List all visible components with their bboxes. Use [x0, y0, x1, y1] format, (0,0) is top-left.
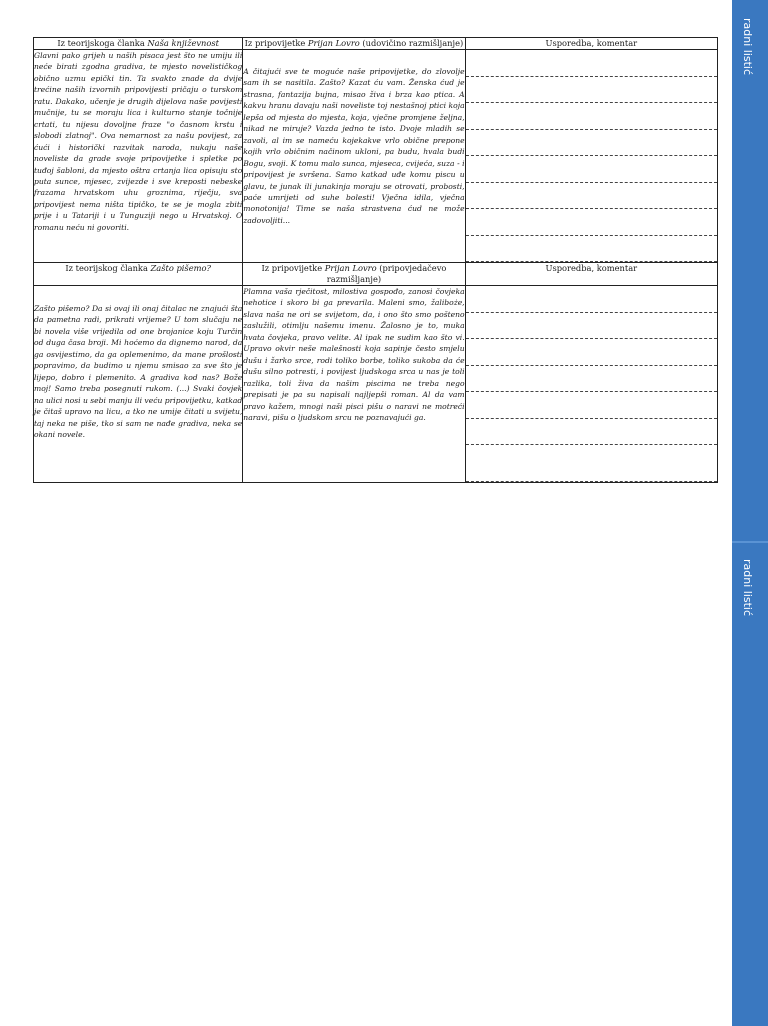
side-tab-label-bottom: radni listić — [741, 559, 754, 617]
header-comment-2: Usporedba, komentar — [465, 263, 717, 286]
answer-line[interactable] — [466, 286, 717, 313]
theory-excerpt-2: Zašto pišemo? Da si ovaj ili onaj čitalac ne znajući šta da pametna radi, prikrati vrijeme? U tom slučaju ne bi novela više vrijedila od one brojanice koju Turčin od duga časa broji. Mi hoćemo da dignemo narod, da ga osvijestimo, da ga oplemenimo, da mane prošlosti popravimo, da budimo u njemu smisao za sve što je lijepo, dobro i plemenito. A gradiva kod nas? Bože moj! Samo treba posegnuti rukom. (...) Svaki čovjek na ulici nosi u sebi manju ili veću pripovijetku, katkad je čitaš upravo na licu, a tko ne umije čitati u svijetu, taj neka ne piše, tko si sam ne nađe gradiva, neka se okani novele. — [34, 286, 243, 483]
header-row-1 — [34, 38, 718, 50]
answer-line[interactable] — [466, 313, 717, 340]
answer-line[interactable] — [466, 445, 717, 482]
answer-line[interactable] — [466, 156, 717, 183]
answer-line[interactable] — [466, 183, 717, 210]
header-story-2: Iz pripovijetke Prijan Lovro (pripovjedačevo razmišljanje) — [243, 263, 465, 286]
answer-line[interactable] — [466, 339, 717, 366]
comparison-table — [33, 37, 718, 483]
answer-line[interactable] — [466, 392, 717, 419]
answer-line[interactable] — [466, 130, 717, 157]
answer-line[interactable] — [466, 209, 717, 236]
header-theory-2: Iz teorijskog članka Zašto pišemo? — [34, 263, 243, 286]
story-excerpt-2: Plamna vaša rječitost, milostiva gospođo, zanosi čovjeka nehotice i skoro bi ga prevarila. Maleni smo, žaliboże, slava naša ne ori se svijetom, da, i ono što smo pošteno zaslužili, otimlju našemu imenu. Žalosno je to, muka hvata čovjeka, pravo velite. Al ipak ne sudim kao što vi. Upravo okvir neše malešnosti koja sapinje često smjelu dušu i žarko srce, rodi toliko borbe, toliko sukoba da će dušu silno potresti, i povijest ljudskoga srca u nas je toli razlika, toli živa da našim piscima ne treba nego prepisati je pa su napisali najljepši roman. Al da vam pravo kažem, mnogi naši pisci pišu o naravi ne motreći naravi, pišu o ljudskom srcu ne poznavajući ga. — [243, 286, 465, 483]
comment-area-1[interactable] — [465, 50, 717, 263]
header-comment-1: Usporedba, komentar — [465, 38, 717, 50]
answer-line[interactable] — [466, 366, 717, 393]
header-row-2 — [34, 263, 718, 286]
content-row-2 — [34, 286, 718, 483]
comment-area-2[interactable] — [465, 286, 717, 483]
story-excerpt-1: A čitajući sve te moguće naše pripovijetke, do zlovolje sam ih se nasitila. Zašto? Kazat ću vam. Ženska ćud je strasna, fantazija bujna, misao živa i brza kao ptica. A kakvu hranu davaju naši noveliste toj nestašnoj ptici koja lepša od mjesta do mjesta, koja, vječne promjene željna, nikad ne miruje? Vazda jedno te isto. Dvoje mladih se zavoli, al im se nameću kojekakve vrlo obične prepone kojih vrlo običnim načinom ukloni, pa budu, hvala budi Bogu, svoji. K tomu malo sunca, mjeseca, cvijeća, suza - i pripovijest je svršena. Samo katkad uđe komu piscu u glavu, te junak ili junakinja moraju se otrovati, probosti, paće umrijeti od suhe bolesti! Vječna idila, vječna monotonija! Time se naša strastvena ćud ne može zadovoljiti... — [243, 50, 465, 263]
header-theory-1: Iz teorijskoga članka Naša književnost — [34, 38, 243, 50]
header-story-1: Iz pripovijetke Prijan Lovro (udovičino razmišljanje) — [244, 38, 464, 48]
answer-line[interactable] — [466, 419, 717, 446]
side-tab-top — [732, 0, 768, 545]
answer-line[interactable] — [466, 236, 717, 263]
side-tab-label-top: radni listić — [741, 18, 754, 76]
answer-line[interactable] — [466, 103, 717, 130]
answer-line[interactable] — [466, 77, 717, 104]
theory-excerpt-1: Glavni pako grijeh u naših pisaca jest što ne umiju ili neće birati zgodna gradiva, te mjesto novelističkog obično uzmu epički tin. Ta svakto znade da dvije trećine naših izvornih pripovijesti pričaju o turskom ratu. Dakako, učenje je drugih dijelova naše povijesti mučnije, tu se moraju lica i kulturno stanje točnije crtati, tu nijesu dovoljne fraze "o časnom krstu i slobodi zlatnoj". Ova nemarnost za našu povijest, za ćući i historički razvitak naroda, nukaju naše noveliste da grade svoje pripovijetke i spletke po tuđoj šabloni, da mjesto oštra crtanja lica opisuju sto puta sunce, mjesec, zvijezde i sve kreposti nebeske frazama hrvatskom uhu groznima, riječju, sva pripovijest nema ništa tipičko, te se je mogla zbiti prije i u Tatariji i u Tunguziji nego u Hrvatskoj. O romanu neću ni govoriti. — [34, 50, 243, 263]
answer-line[interactable] — [466, 50, 717, 77]
content-row-1 — [34, 50, 718, 263]
